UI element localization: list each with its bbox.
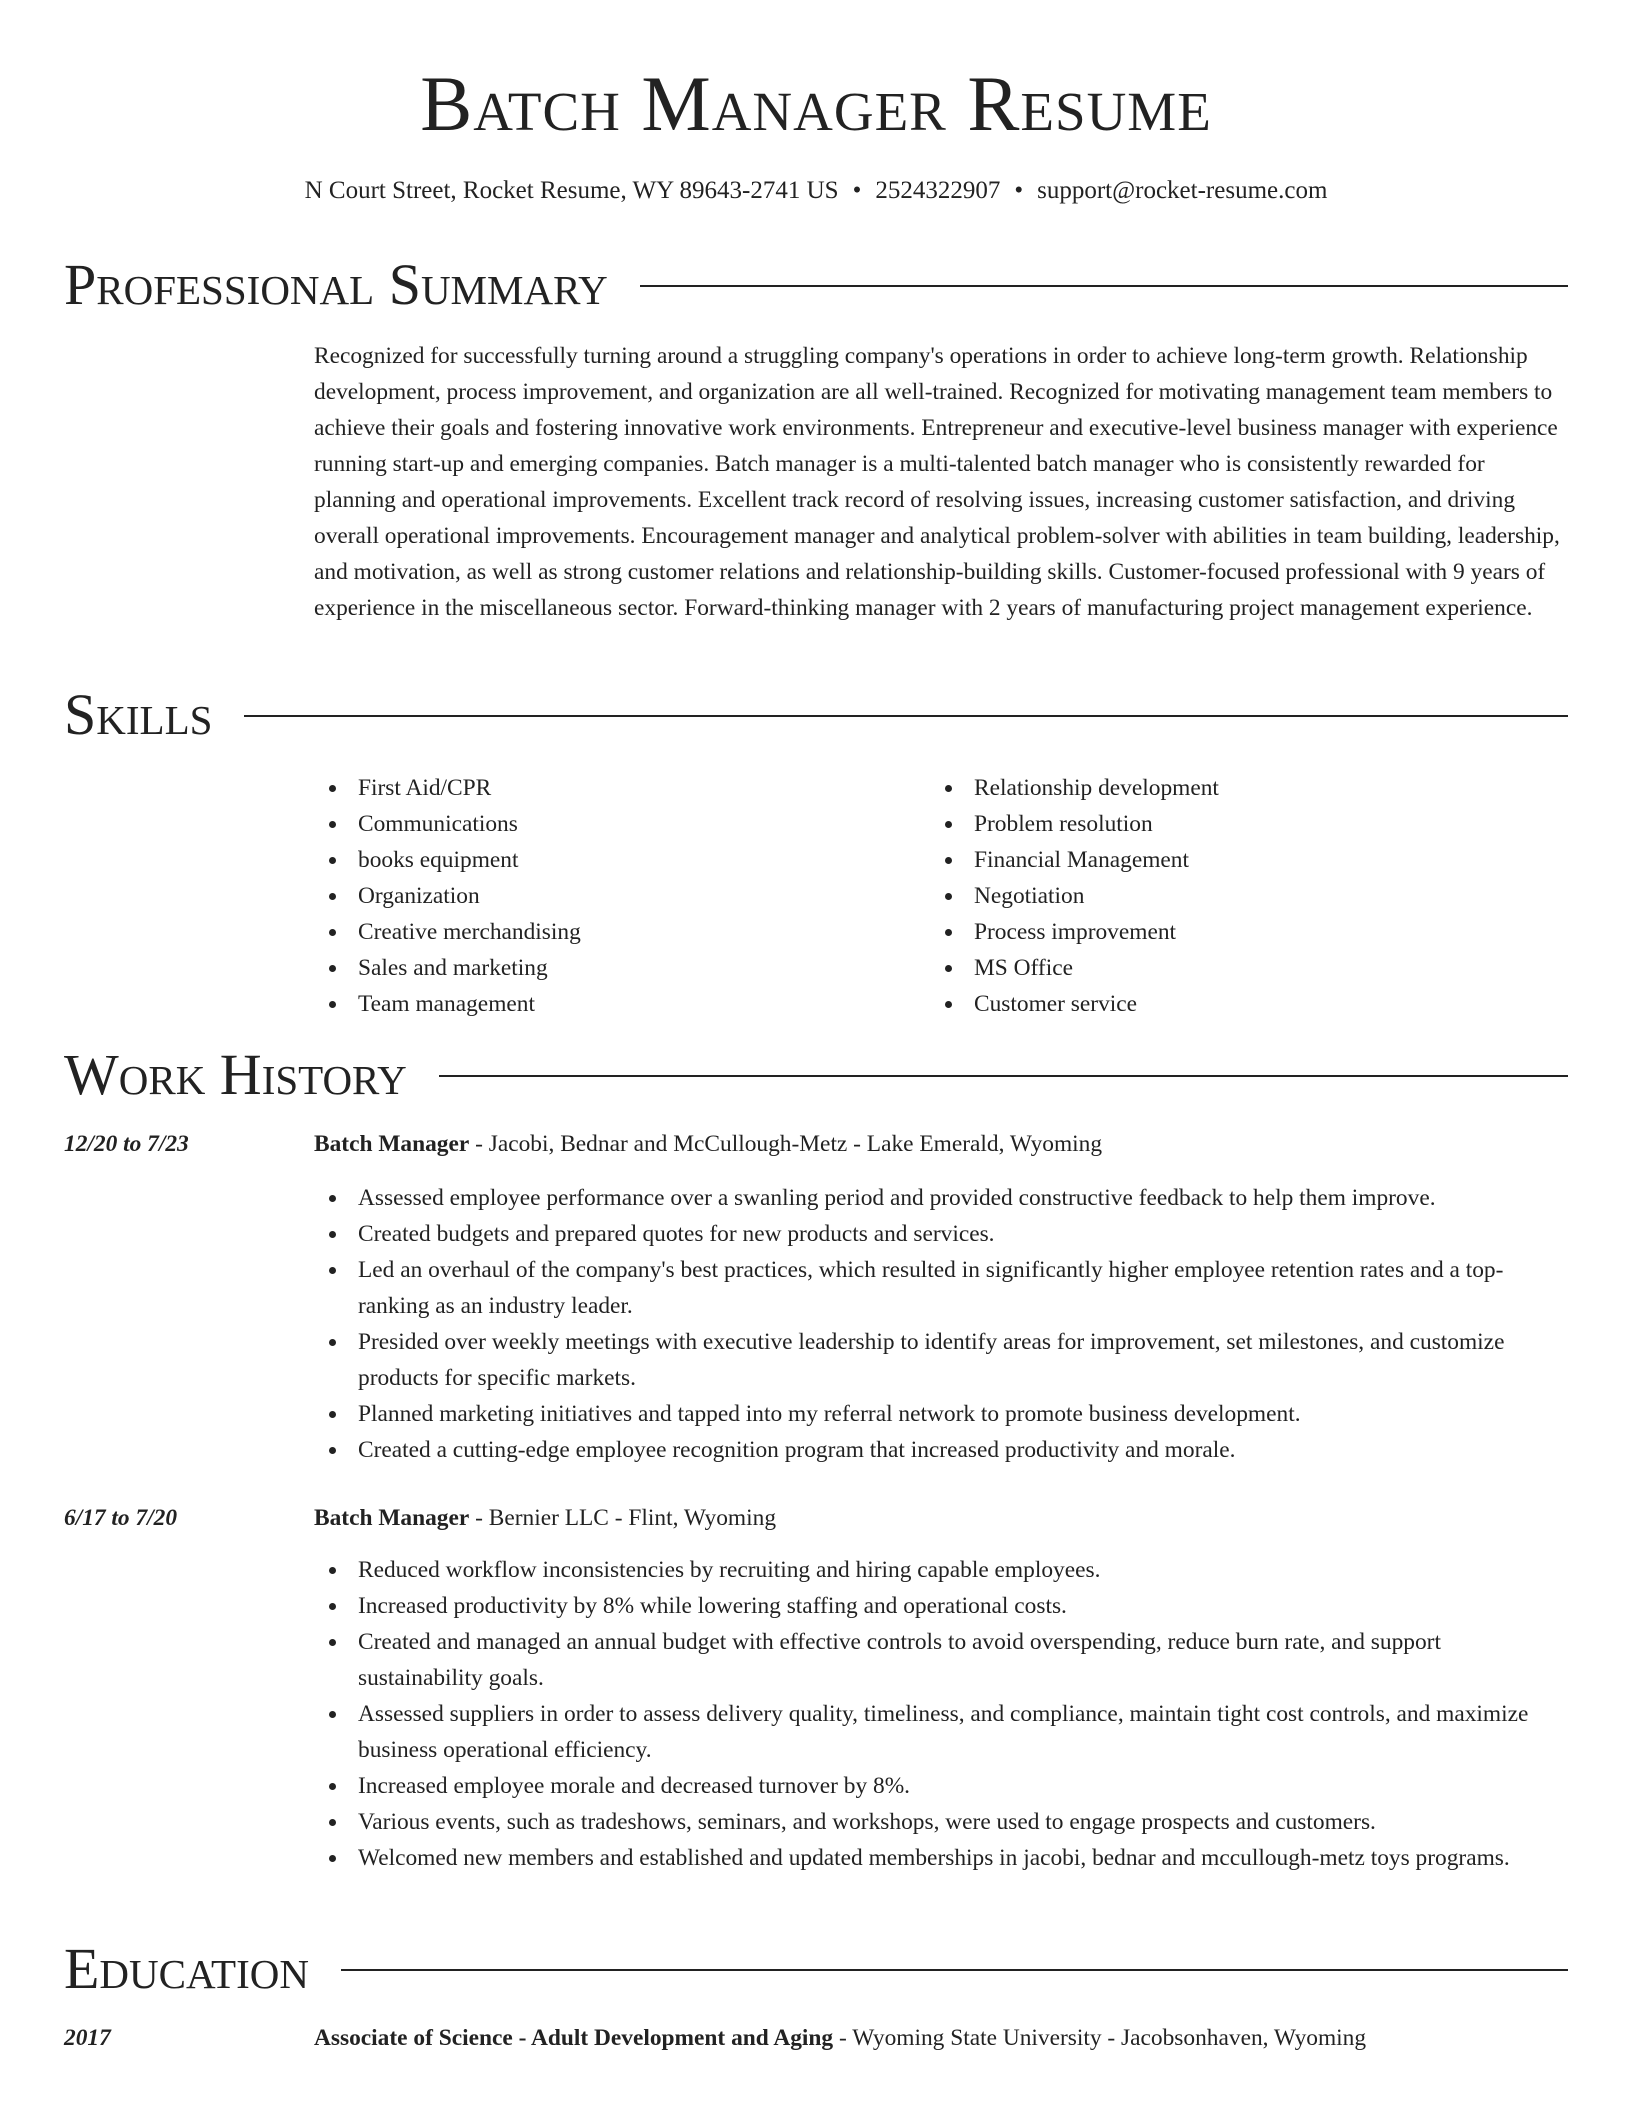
job-bullets (314, 1552, 1568, 1876)
skill-item: Customer service (930, 986, 1546, 1022)
job-bullet: Created and managed an annual budget with effective controls to avoid overspending, reduce burn rate, and support sustainability goals. (314, 1624, 1568, 1696)
skills-section-title: Skills (64, 682, 213, 747)
skill-item: Relationship development (930, 770, 1546, 806)
skill-item: Process improvement (930, 914, 1546, 950)
job-bullet: Created a cutting-edge employee recognition program that increased productivity and morale. (314, 1432, 1568, 1468)
job-bullet: Assessed suppliers in order to assess delivery quality, timeliness, and compliance, maintain tight cost controls, and maximize business operational efficiency. (314, 1696, 1568, 1768)
education-year: 2017 (64, 2025, 111, 2051)
skill-item: Communications (314, 806, 930, 842)
skill-item: books equipment (314, 842, 930, 878)
job-bullet: Increased employee morale and decreased turnover by 8%. (314, 1768, 1568, 1804)
section-divider (341, 1969, 1568, 1971)
summary-text: Recognized for successfully turning around a struggling company's operations in order to achieve long-term growth. Relationship development, process improvement, and organization are all well-trained. Recognized for motivating management team members to achieve their goals and fostering innovative work environments. Entrepreneur and executive-level business manager with experience running start-up and emerging companies. Batch manager is a multi-talented batch manager who is consistently rewarded for planning and operational improvements. Excellent track record of resolving issues, increasing customer satisfaction, and driving overall operational improvements. Encouragement manager and analytical problem-solver with abilities in team building, leadership, and motivation, as well as strong customer relations and relationship-building skills. Customer-focused professional with 9 years of experience in the miscellaneous sector. Forward-thinking manager with 2 years of manufacturing project management experience. (314, 343, 1560, 621)
contact-address: N Court Street, Rocket Resume, WY 89643-2741 US (304, 177, 839, 204)
contact-line (0, 174, 1632, 208)
skills-list (314, 770, 1568, 1022)
skills-section-header (64, 680, 1568, 750)
job-title: Batch Manager (314, 1131, 470, 1157)
job-employer: - Bernier LLC - Flint, Wyoming (469, 1505, 777, 1531)
education-section-header (64, 1934, 1568, 2004)
job-heading (314, 1126, 1568, 1162)
contact-phone: 2524322907 (875, 177, 1001, 204)
education-entry (314, 2020, 1568, 2056)
resume-title: Batch Manager Resume (420, 60, 1212, 147)
education-school: - Wyoming State University - Jacobsonhaven, Wyoming (833, 2025, 1367, 2051)
work-section-header (64, 1040, 1568, 1110)
skills-column-right (930, 770, 1546, 1022)
job-heading (314, 1500, 1568, 1536)
skill-item: Financial Management (930, 842, 1546, 878)
education-degree: Associate of Science - Adult Development and Aging (314, 2025, 834, 2051)
summary-section-title: Professional Summary (64, 252, 608, 317)
job-bullets (314, 1180, 1568, 1468)
job-bullet: Created budgets and prepared quotes for new products and services. (314, 1216, 1568, 1252)
skill-item: Organization (314, 878, 930, 914)
skill-item: MS Office (930, 950, 1546, 986)
skill-item: Team management (314, 986, 930, 1022)
skill-item: Problem resolution (930, 806, 1546, 842)
job-bullet: Reduced workflow inconsistencies by recruiting and hiring capable employees. (314, 1552, 1568, 1588)
job-bullet: Various events, such as tradeshows, seminars, and workshops, were used to engage prospects and customers. (314, 1804, 1568, 1840)
skill-item: Creative merchandising (314, 914, 930, 950)
job-dates: 6/17 to 7/20 (64, 1505, 178, 1531)
skill-item: First Aid/CPR (314, 770, 930, 806)
job-bullet: Presided over weekly meetings with executive leadership to identify areas for improvement, set milestones, and customize products for specific markets. (314, 1324, 1568, 1396)
skills-column-left (314, 770, 930, 1022)
skill-item: Negotiation (930, 878, 1546, 914)
job-bullet: Welcomed new members and established and updated memberships in jacobi, bednar and mccullough-metz toys programs. (314, 1840, 1568, 1876)
section-divider (439, 1075, 1568, 1077)
job-bullet: Increased productivity by 8% while lowering staffing and operational costs. (314, 1588, 1568, 1624)
job-bullet: Assessed employee performance over a swanling period and provided constructive feedback to help them improve. (314, 1180, 1568, 1216)
job-bullet: Led an overhaul of the company's best practices, which resulted in significantly higher employee retention rates and a top-ranking as an industry leader. (314, 1252, 1568, 1324)
job-employer: - Jacobi, Bednar and McCullough-Metz - Lake Emerald, Wyoming (469, 1131, 1103, 1157)
education-section-title: Education (64, 1936, 309, 2001)
summary-section-header (64, 250, 1568, 320)
section-divider (640, 285, 1568, 287)
job-bullet: Planned marketing initiatives and tapped into my referral network to promote business development. (314, 1396, 1568, 1432)
section-divider (244, 715, 1568, 717)
job-dates: 12/20 to 7/23 (64, 1131, 189, 1157)
job-title: Batch Manager (314, 1505, 470, 1531)
contact-email: support@rocket-resume.com (1037, 177, 1328, 204)
work-section-title: Work History (64, 1042, 407, 1107)
skill-item: Sales and marketing (314, 950, 930, 986)
contact-separator: • (852, 177, 862, 204)
contact-separator: • (1014, 177, 1024, 204)
